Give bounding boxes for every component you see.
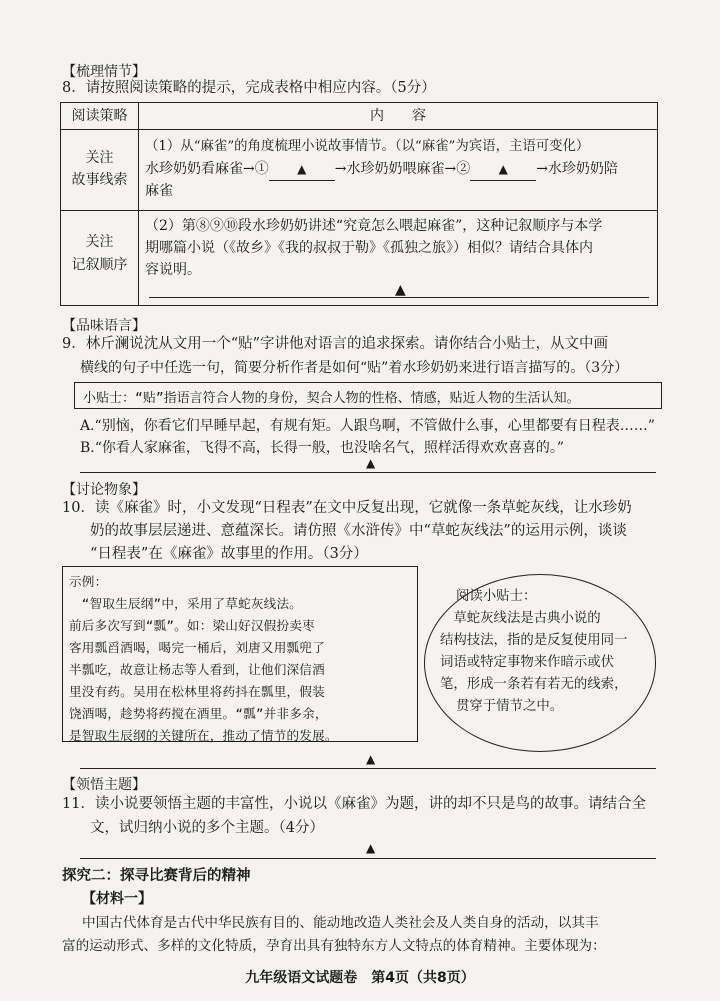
- section-header-imagery: 【讨论物象】: [62, 482, 146, 498]
- section-header-language: 【品味语言】: [62, 318, 146, 334]
- row2-label-line1: 关注: [85, 234, 114, 250]
- row2-label-line2: 记叙顺序: [71, 257, 128, 273]
- row1-label-line2: 故事线索: [71, 172, 128, 188]
- row1-content-line3: 麻雀: [145, 183, 173, 199]
- bubble-line: 草蛇灰线法是古典小说的: [440, 611, 601, 626]
- section-header-plot: 【梳理情节】: [62, 64, 146, 80]
- table-row-divider: [61, 210, 657, 211]
- question-9-line1: 9．林斤澜说沈从文用一个“贴”字讲他对语言的追求探索。请你结合小贴士，从文中画: [62, 336, 609, 352]
- question-10-line2: 奶的故事层层递进、意蕴深长。请仿照《水浒传》中“草蛇灰线法”的运用示例，谈谈: [90, 523, 627, 539]
- answer-triangle: ▲: [366, 456, 376, 470]
- bubble-line: 词语或特定事物来作暗示或伏: [440, 655, 615, 670]
- section-header-theme: 【领悟主题】: [62, 777, 146, 793]
- answer-triangle: ▲: [498, 162, 508, 176]
- example-line: 里没有药。吴用在松林里将药抖在瓢里，假装: [69, 684, 325, 699]
- example-line: 前后多次写到“瓢”。如：梁山好汉假扮卖枣: [69, 618, 315, 633]
- bubble-line: 结构技法，指的是反复使用同一: [440, 633, 628, 648]
- answer-triangle: ▲: [366, 841, 376, 855]
- row1-content-line1: （1）从“麻雀”的角度梳理小说故事情节。（以“麻雀”为宾语，主语可变化）: [145, 139, 590, 154]
- question-8: 8．请按照阅读策略的提示，完成表格中相应内容。（5分）: [62, 80, 436, 96]
- example-line: 饶酒喝，趁势将药搅在酒里。“瓢”并非多余，: [69, 706, 328, 721]
- answer-triangle: ▲: [366, 752, 376, 766]
- question-9-line2: 横线的句子中任选一句，简要分析作者是如何“贴”着水珍奶奶来进行语言描写的。（3分）: [80, 360, 629, 376]
- material-one-label: 【材料一】: [82, 891, 152, 907]
- inquiry-two-title: 探究二：探寻比赛背后的精神: [62, 868, 251, 884]
- answer-triangle: ▲: [297, 162, 307, 176]
- row1-part-c: →水珍奶奶陪: [536, 161, 618, 177]
- tip-text: 小贴士：“贴”指语言符合人物的身份，契合人物的性格、情感，贴近人物的生活认知。: [83, 391, 580, 406]
- answer-line: [149, 297, 649, 298]
- question-10-line3: “日程表”在《麻雀》故事里的作用。（3分）: [90, 546, 368, 562]
- tip-box: [74, 382, 662, 409]
- example-box: [62, 566, 418, 742]
- bubble-line: 笔，形成一条若有若无的线索，: [440, 677, 628, 692]
- bubble-line: 贯穿于情节之中。: [456, 699, 564, 714]
- example-line: “智取生辰纲”中，采用了草蛇灰线法。: [69, 596, 303, 611]
- bubble-line: 阅读小贴士：: [456, 589, 537, 604]
- row1-content-line2: [145, 158, 618, 181]
- example-line: 客用瓢舀酒喝，喝完一桶后，刘唐又用瓢兜了: [69, 640, 325, 655]
- blank-2: [470, 158, 536, 181]
- option-a: A.“别恼，你看它们早睡早起，有规有矩。人跟鸟啊，不管做什么事，心里都要有日程表……”: [80, 418, 655, 434]
- row2-content-line2: 期哪篇小说（《故乡》《我的叔叔于勒》《孤独之旅》）相似？请结合具体内: [145, 240, 593, 256]
- row2-content-line1: （2）第⑧⑨⑩段水珍奶奶讲述“究竟怎么喂起麻雀”，这种记叙顺序与本学: [145, 218, 603, 234]
- row1-label-line1: 关注: [85, 150, 114, 166]
- example-line: 示例：: [69, 574, 108, 589]
- answer-line: [80, 768, 656, 769]
- example-line: 半瓢吃，故意让杨志等人看到，让他们深信酒: [69, 662, 325, 677]
- question-10-line1: 10．读《麻雀》时，小文发现“日程表”在文中反复出现，它就像一条草蛇灰线，让水珍奶: [62, 500, 632, 516]
- answer-triangle: ▲: [395, 282, 406, 298]
- material-line1: 中国古代体育是古代中华民族有目的、能动地改造人类社会及人类自身的活动，以其丰: [82, 915, 599, 931]
- blank-1: [269, 158, 335, 181]
- row1-part-a: 水珍奶奶看麻雀→①: [145, 161, 269, 177]
- question-11-line2: 文，试归纳小说的多个主题。（4分）: [90, 820, 324, 836]
- example-line: 是智取生辰纲的关键所在，推动了情节的发展。: [69, 728, 338, 743]
- table-column-divider: [138, 103, 139, 305]
- option-b: B.“你看人家麻雀，飞得不高，长得一般，也没啥名气，照样活得欢欢喜喜的。”: [80, 440, 565, 456]
- table-header-content: 内 容: [370, 108, 426, 124]
- material-line2: 富的运动形式、多样的文化特质，孕育出具有独特东方人文特点的体育精神。主要体现为：: [62, 938, 606, 954]
- row2-content-line3: 容说明。: [145, 262, 201, 278]
- row1-part-b: →水珍奶奶喂麻雀→②: [334, 161, 471, 177]
- table-header-strategy: 阅读策略: [71, 108, 128, 124]
- page-footer: 九年级语文试题卷 第4页（共8页）: [245, 970, 475, 986]
- question-11-line1: 11．读小说要领悟主题的丰富性，小说以《麻雀》为题，讲的却不只是鸟的故事。请结合全: [62, 796, 646, 812]
- answer-line: [80, 858, 656, 859]
- answer-line: [80, 472, 656, 473]
- reading-strategy-table: [60, 102, 658, 306]
- table-row-divider: [61, 129, 657, 130]
